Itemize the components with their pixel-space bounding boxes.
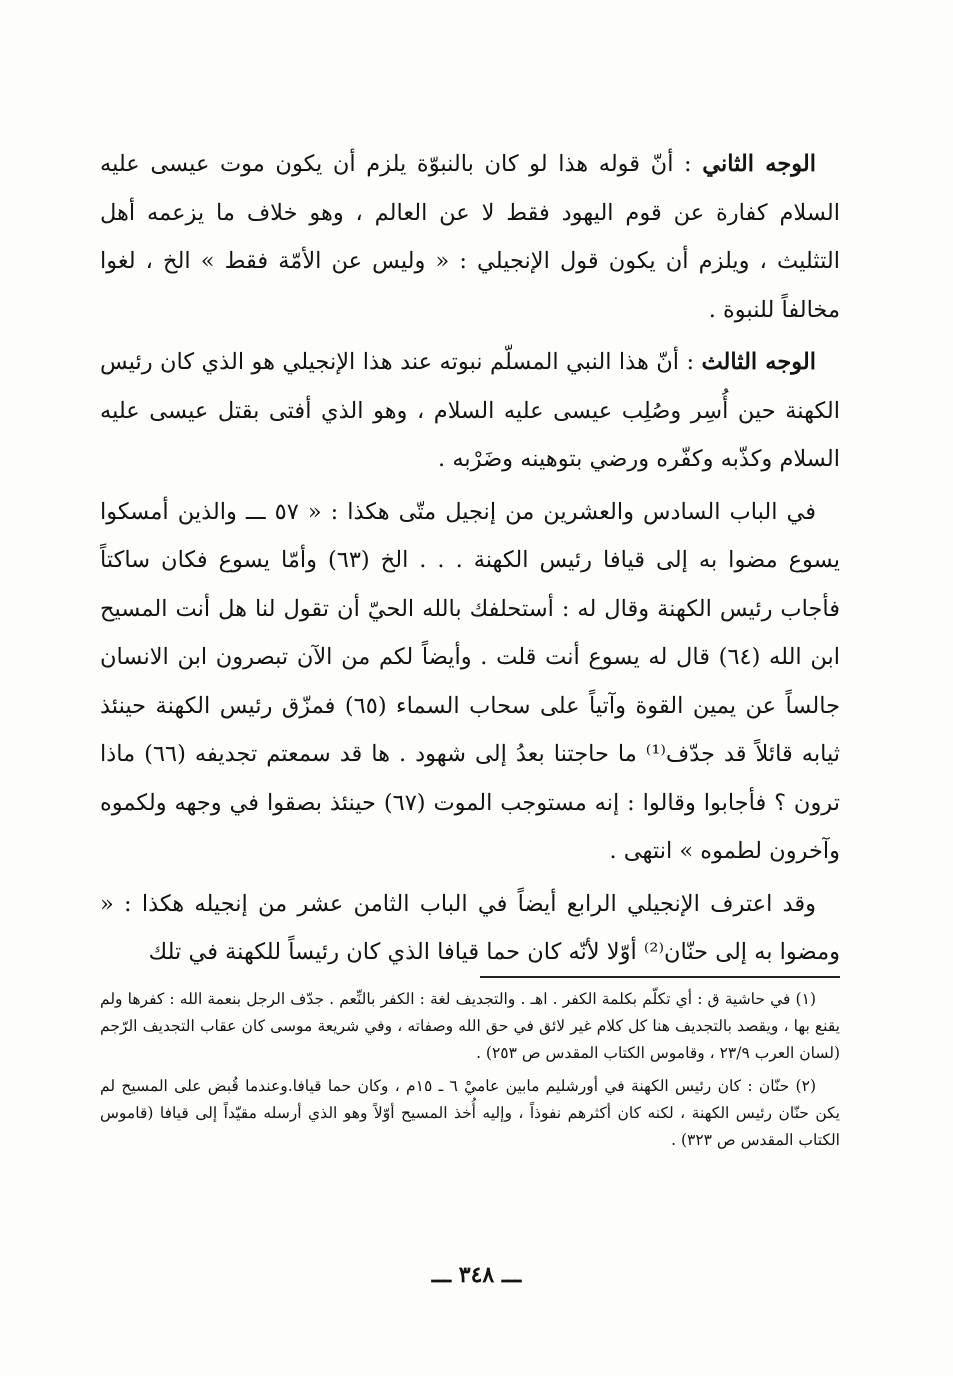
- paragraph-heading: الوجه الثالث: [701, 349, 816, 375]
- footnotes: [100, 986, 840, 1154]
- footnote-divider: [480, 976, 840, 978]
- footnote: (١) في حاشية ق : أي تكلّم بكلمة الكفر . اهـ . والتجديف لغة : الكفر بالنِّعم . جدّف الرجل بنعمة الله : كفرها ولم يقنع بها ، ويقصد بالتجديف هنا كل كلام غير لائق في حق الله وصفاته ، وفي شريعة موسى كان عقاب التجديف الرّجم (لسان العرب ٢٣/٩ ، وقاموس الكتاب المقدس ص ٢٥٣) .: [100, 990, 840, 1062]
- page-number: ـــ ٣٤٨ ـــ: [431, 1262, 522, 1288]
- paragraph-body: وقد اعترف الإنجيلي الرابع أيضاً في الباب الثامن عشر من إنجيله هكذا : « ومضوا به إلى حنّان⁽²⁾ أوّلا لأنّه كان حما قيافا الذي كان رئيساً للكهنة في تلك: [100, 890, 840, 965]
- paragraph-body: في الباب السادس والعشرين من إنجيل متّى هكذا : « ٥٧ ـــ والذين أمسكوا يسوع مضوا به إلى قيافا رئيس الكهنة . . . الخ (٦٣) وأمّا يسوع فكان ساكتاً فأجاب رئيس الكهنة وقال له : أستحلفك بالله الحيّ أن تقول لنا هل أنت المسيح ابن الله (٦٤) قال له يسوع أنت قلت . وأيضاً لكم من الآن تبصرون ابن الانسان جالساً عن يمين القوة وآتياً على سحاب السماء (٦٥) فمزّق رئيس الكهنة حينئذ ثيابه قائلاً قد جدّف⁽¹⁾ ما حاجتنا بعدُ إلى شهود . ها قد سمعتم تجديفه (٦٦) ماذا ترون ؟ فأجابوا وقالوا : إنه مستوجب الموت (٦٧) حينئذ بصقوا في وجهه ولكموه وآخرون لطموه » انتهى .: [100, 498, 841, 864]
- footnote: (٢) حنّان : كان رئيس الكهنة في أورشليم مابين عاميْ ٦ ـ ١٥م ، وكان حما قيافا.وعندما قُبض على المسيح لم يكن حنّان رئيس الكهنة ، لكنه كان أكثرهم نفوذاً ، وإليه أُخذ المسيح أوّلاً وهو الذي أرسله مقيّداً إلى قيافا (قاموس الكتاب المقدس ص ٣٢٣) .: [100, 1077, 840, 1149]
- paragraph: [100, 880, 840, 977]
- paragraph: [100, 140, 840, 334]
- paragraph: [100, 488, 840, 876]
- paragraph-body: : أنّ قوله هذا لو كان بالنبوّة يلزم أن يكون موت عيسى عليه السلام كفارة عن قوم اليهود فقط لا عن العالم ، وهو خلاف ما يزعمه أهل التثليث ، ويلزم أن يكون قول الإنجيلي : « وليس عن الأمّة فقط » الخ ، لغوا مخالفاً للنبوة .: [100, 151, 840, 323]
- main-text: [100, 140, 840, 977]
- paragraph-body: : أنّ هذا النبي المسلّم نبوته عند هذا الإنجيلي هو الذي كان رئيس الكهنة حين أُسِر وصُلِب عيسى عليه السلام ، وهو الذي أفتى بقتل عيسى عليه السلام وكذّبه وكفّره ورضي بتوهينه وضَرْبه .: [100, 349, 840, 472]
- paragraph: [100, 338, 840, 484]
- paragraph-heading: الوجه الثاني: [702, 151, 816, 177]
